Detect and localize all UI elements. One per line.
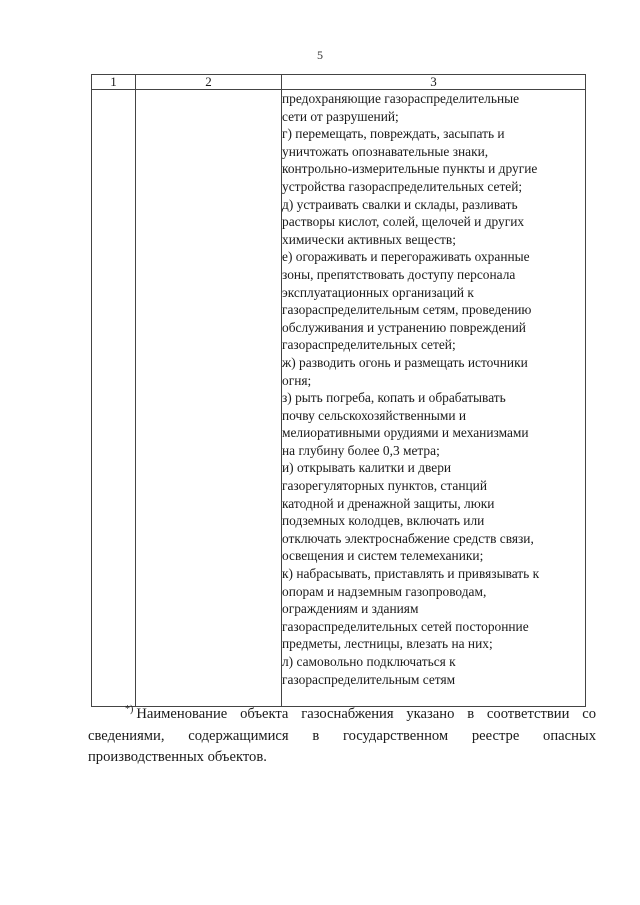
table-cell-col3 xyxy=(282,90,586,707)
cell-text-line: газораспределительных сетей; xyxy=(282,337,456,353)
cell-text-line: катодной и дренажной защиты, люки xyxy=(282,495,495,511)
cell-text-line: ограждениям и зданиям xyxy=(282,601,419,617)
cell-text-line: освещения и систем телемеханики; xyxy=(282,548,484,564)
cell-text-line: мелиоративными орудиями и механизмами xyxy=(282,425,529,441)
cell-text-line: е) огораживать и перегораживать охранные xyxy=(282,249,530,265)
cell-text-line: на глубину более 0,3 метра; xyxy=(282,442,440,458)
cell-text-line: эксплуатационных организаций к xyxy=(282,284,474,300)
cell-text-line: л) самовольно подключаться к xyxy=(282,654,456,669)
cell-text-line: подземных колодцев, включать или xyxy=(282,513,485,529)
column-header-2: 2 xyxy=(136,75,282,90)
cell-text-line: обслуживания и устранению повреждений xyxy=(282,319,526,335)
cell-text-line: устройства газораспределительных сетей; xyxy=(282,178,523,194)
cell-text-line: почву сельскохозяйственными и xyxy=(282,407,467,423)
cell-text-line: предметы, лестницы, влезать на них; xyxy=(282,636,493,652)
footnote-line xyxy=(88,704,596,726)
page-number: 5 xyxy=(317,48,323,62)
cell-text-line: и) открывать калитки и двери xyxy=(282,460,452,476)
table-cell-col2 xyxy=(136,90,282,707)
cell-text-line: контрольно-измерительные пункты и другие xyxy=(282,161,538,177)
footnote-marker: *) xyxy=(125,704,134,716)
cell-text-line: химически активных веществ; xyxy=(282,231,456,247)
cell-text-line: отключать электроснабжение средств связи, xyxy=(282,530,534,546)
table-row xyxy=(92,90,586,707)
cell-text-line: газораспределительным сетям xyxy=(282,671,456,687)
cell-text-line: предохраняющие газораспределительные xyxy=(282,91,520,106)
table-header-row xyxy=(92,75,586,90)
cell-text-line: растворы кислот, солей, щелочей и других xyxy=(282,214,525,230)
cell-text-line: з) рыть погреба, копать и обрабатывать xyxy=(282,390,506,406)
cell-text-line: опорам и надземным газопроводам, xyxy=(282,583,487,599)
cell-text-line: уничтожать опознавательные знаки, xyxy=(282,143,489,159)
column-header-1: 1 xyxy=(92,75,136,90)
cell-text-line: зоны, препятствовать доступу персонала xyxy=(282,266,516,282)
cell-text-line: г) перемещать, повреждать, засыпать и xyxy=(282,126,505,142)
footnote xyxy=(88,704,596,769)
cell-text-line: к) набрасывать, приставлять и привязывать к xyxy=(282,566,540,582)
cell-text-line: газорегуляторных пунктов, станций xyxy=(282,478,488,494)
footnote-text: Наименование объекта газоснабжения указано в соответствии со xyxy=(136,706,596,722)
cell-text-line: газораспределительных сетей посторонние xyxy=(282,618,529,634)
cell-text-line: газораспределительным сетям, проведению xyxy=(282,302,532,318)
footnote-line: сведениями, содержащимися в государственном реестре опасных xyxy=(88,727,596,744)
column-header-3: 3 xyxy=(282,75,586,90)
requirements-table xyxy=(91,74,586,707)
footnote-line: производственных объектов. xyxy=(88,749,267,765)
table-cell-col1 xyxy=(92,90,136,707)
cell-text-line: ж) разводить огонь и размещать источники xyxy=(282,354,528,370)
cell-text-line: д) устраивать свалки и склады, разливать xyxy=(282,196,518,212)
cell-text-line: сети от разрушений; xyxy=(282,108,399,124)
cell-text-line: огня; xyxy=(282,372,312,388)
